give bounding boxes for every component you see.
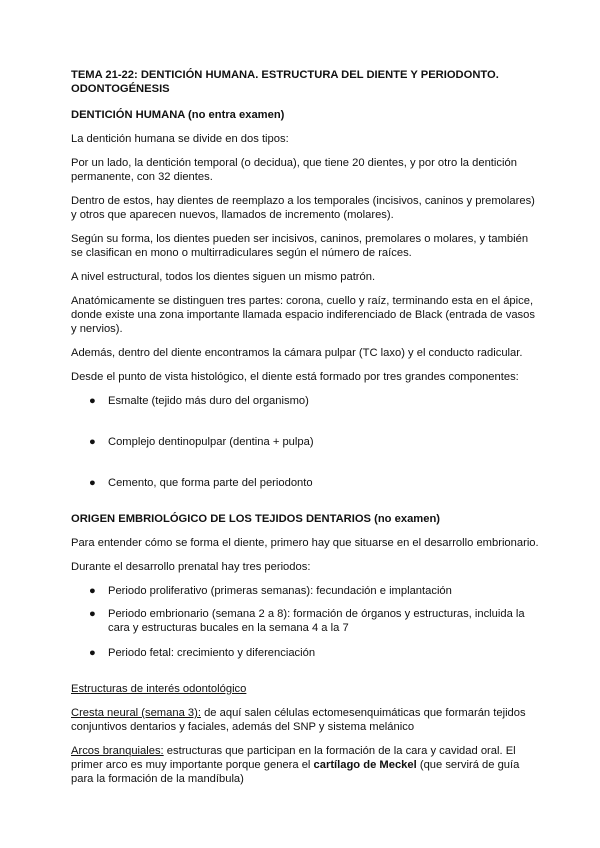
list-item: ● Periodo fetal: crecimiento y diferenciación: [89, 647, 316, 659]
paragraph: Dentro de estos, hay dientes de reemplazo a los temporales (incisivos, caninos y premolares) y otros que aparecen nuevos, llamados de incremento (molares).: [71, 195, 535, 221]
list-item: ● Complejo dentinopulpar (dentina + pulpa): [89, 436, 314, 448]
bullet-icon: ●: [89, 477, 96, 489]
list-item: ● Periodo embrionario (semana 2 a 8): formación de órganos y estructuras, incluida la cara y estructuras bucales en la semana 4 a la 7: [89, 608, 525, 634]
list-item: ● Periodo proliferativo (primeras semanas): fecundación e implantación: [89, 585, 452, 597]
paragraph: Para entender cómo se forma el diente, primero hay que situarse en el desarrollo embrionario.: [71, 537, 539, 549]
term-cresta-neural: Cresta neural (semana 3):: [71, 707, 201, 719]
bullet-icon: ●: [89, 647, 96, 659]
paragraph: Por un lado, la dentición temporal (o decidua), que tiene 20 dientes, y por otro la dentición permanente, con 32 dientes.: [71, 157, 517, 183]
paragraph: A nivel estructural, todos los dientes siguen un mismo patrón.: [71, 271, 376, 283]
paragraph-cresta: Cresta neural (semana 3): de aquí salen células ectomesenquimáticas que formarán tejidos conjuntivos dentarios y faciales, además del SNP y sistema melánico: [71, 707, 526, 733]
periods-list: [71, 584, 540, 660]
bullet-icon: ●: [89, 436, 96, 448]
paragraph: Anatómicamente se distinguen tres partes: corona, cuello y raíz, terminando esta en el ápice, donde existe una zona importante llamada espacio indiferenciado de Black (entrada de vasos y nervios).: [71, 295, 535, 335]
document-title: TEMA 21-22: DENTICIÓN HUMANA. ESTRUCTURA DEL DIENTE Y PERIODONTO. ODONTOGÉNESIS: [71, 69, 499, 95]
paragraph: Además, dentro del diente encontramos la cámara pulpar (TC laxo) y el conducto radicular.: [71, 347, 523, 359]
paragraph: La dentición humana se divide en dos tipos:: [71, 133, 289, 145]
bullet-icon: ●: [89, 585, 96, 597]
paragraph: Según su forma, los dientes pueden ser incisivos, caninos, premolares o molares, y también se clasifican en mono o multirradiculares según el número de raíces.: [71, 233, 529, 259]
paragraph: Desde el punto de vista histológico, el diente está formado por tres grandes componentes:: [71, 371, 519, 383]
subheading-estructuras: Estructuras de interés odontológico: [71, 683, 247, 695]
list-item: ● Esmalte (tejido más duro del organismo): [89, 395, 309, 407]
bullet-icon: ●: [89, 395, 96, 407]
section-heading-denticion: DENTICIÓN HUMANA (no entra examen): [71, 109, 285, 121]
list-item: ● Cemento, que forma parte del periodonto: [89, 477, 313, 489]
components-list: [71, 394, 540, 490]
section-heading-origen: ORIGEN EMBRIOLÓGICO DE LOS TEJIDOS DENTARIOS (no examen): [71, 513, 441, 525]
bullet-icon: ●: [89, 608, 96, 620]
term-arcos-branquiales: Arcos branquiales:: [71, 745, 164, 757]
paragraph-arcos: Arcos branquiales: estructuras que participan en la formación de la cara y cavidad oral. El primer arco es muy importante porque genera el cartílago de Meckel (que servirá de guía para la formación de la mandíbula): [71, 745, 520, 785]
paragraph: Durante el desarrollo prenatal hay tres periodos:: [71, 561, 311, 573]
term-cartilago-meckel: cartílago de Meckel: [313, 759, 417, 771]
